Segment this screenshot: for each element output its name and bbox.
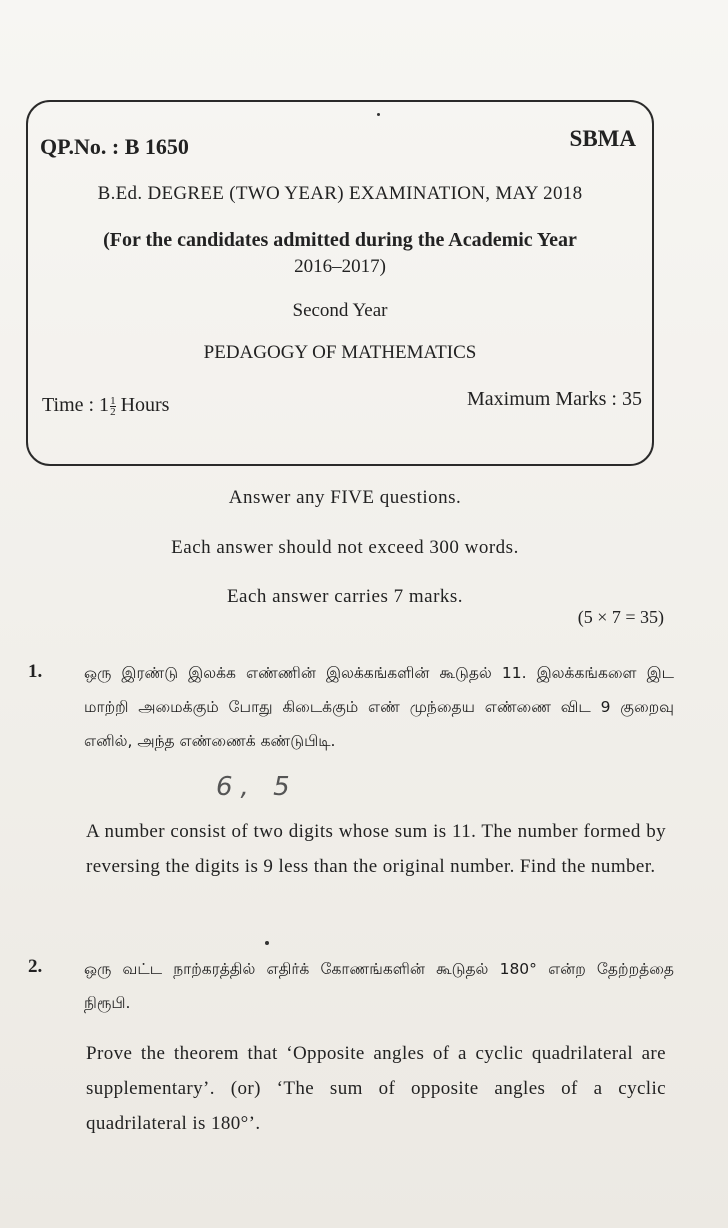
marks-scheme: (5 × 7 = 35) (577, 607, 664, 627)
candidates-note-line1: (For the candidates admitted during the Academic Year (103, 229, 577, 251)
question-1-english-text: A number consist of two digits whose sum is 11. The number formed by reversing the digits is 9 less than the original number. Find the number. (86, 821, 666, 877)
time-unit: Hours (115, 394, 170, 416)
question-1-number: 1. (28, 661, 43, 682)
question-2-tamil-text: ஒரு வட்ட நாற்கரத்தில் எதிர்க் கோணங்களின் கூடுதல் 180° என்ற தேற்றத்தை நிரூபி. (84, 960, 674, 1012)
ink-dot (377, 113, 380, 116)
time-allowed (42, 394, 169, 417)
subject-title: PEDAGOGY OF MATHEMATICS (203, 342, 477, 363)
year-label: Second Year (292, 300, 388, 321)
question-1-tamil-text: ஒரு இரண்டு இலக்க எண்ணின் இலக்கங்களின் கூடுதல் 11. இலக்கங்களை இட மாற்றி அமைக்கும் போது கிடைக்கும் எண் முந்தைய எண்ணை விட 9 குறைவு எனில், அந்த எண்ணைக் கண்டுபிடி. (84, 664, 674, 750)
ink-dot-2 (265, 941, 269, 945)
paper-code: SBMA (569, 126, 636, 151)
question-2-english-text: Prove the theorem that ‘Opposite angles of a cyclic quadrilateral are supplementary’. (or) ‘The sum of opposite angles of a cyclic quadrilateral is 180°’. (86, 1043, 666, 1134)
maximum-marks: Maximum Marks : 35 (467, 388, 642, 410)
question-paper-number: QP.No. : B 1650 (40, 134, 189, 159)
time-label: Time : 1 (42, 394, 110, 416)
instruction-answer-five: Answer any FIVE questions. (228, 487, 462, 508)
time-fraction-numerator: 1 (110, 394, 116, 407)
exam-title: B.Ed. DEGREE (TWO YEAR) EXAMINATION, MAY 2018 (97, 183, 583, 204)
time-fraction-denominator: 2 (110, 405, 116, 418)
question-2-number: 2. (28, 956, 43, 977)
handwritten-answer-note: 6, 5 (216, 772, 298, 802)
instruction-word-limit: Each answer should not exceed 300 words. (171, 537, 519, 558)
instruction-marks-each: Each answer carries 7 marks. (226, 586, 464, 607)
candidates-note-line2: 2016–2017) (294, 256, 386, 277)
